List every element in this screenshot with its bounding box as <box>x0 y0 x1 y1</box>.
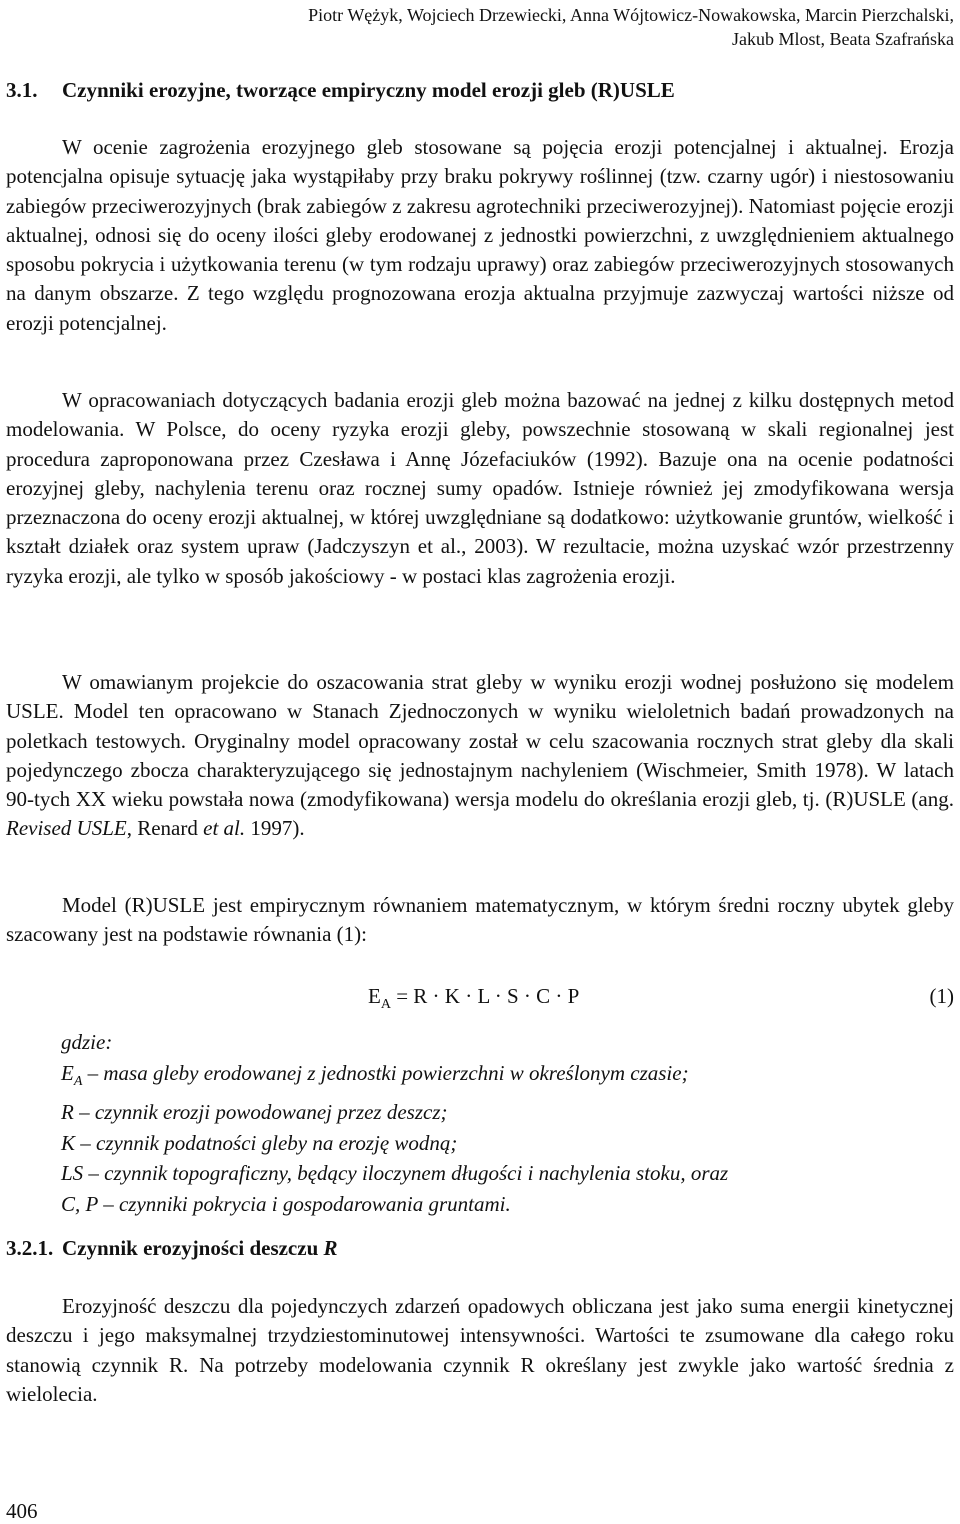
header-authors-line-1: Piotr Wężyk, Wojciech Drzewiecki, Anna Wójtowicz-Nowakowska, Marcin Pierzchalski, <box>308 5 954 25</box>
equation-lhs-subscript: A <box>380 997 391 1013</box>
paragraph-2 <box>6 386 954 591</box>
subsection-number: 3.2.1. <box>6 1236 54 1260</box>
definition-ea-text: – masa gleby erodowanej z jednostki powierzchni w określonym czasie; <box>82 1060 689 1085</box>
definition-k: K – czynnik podatności gleby na erozję wodną; <box>61 1130 458 1155</box>
paragraph-5-text: Erozyjność deszczu dla pojedynczych zdarzeń opadowych obliczana jest jako suma energii kinetycznej deszczu i jego maksymalnej trzydziestominutowej intensywności. Wartości te zsumowane dla całego roku stanowią czynnik R. Na potrzeby modelowania czynnik R określany jest zwykle jako wartość średnia z wielolecia. <box>6 1294 954 1406</box>
section-title: Czynniki erozyjne, tworzące empiryczny model erozji gleb (R)USLE <box>62 78 675 102</box>
paragraph-3-text-c: 1997). <box>245 816 305 841</box>
equation-lhs: E <box>368 984 381 1008</box>
paragraph-3 <box>6 668 954 844</box>
equation-definitions <box>61 1027 941 1219</box>
definition-ea-subscript: A <box>73 1073 83 1089</box>
paragraph-3-italic-et-al: et al. <box>203 816 246 841</box>
subsection-title-italic: R <box>323 1236 338 1260</box>
definition-ea <box>61 1058 941 1098</box>
equation-rhs: = R · K · L · S · C · P <box>390 984 580 1008</box>
paragraph-3-italic-revised-usle: Revised USLE <box>6 816 127 841</box>
page-number: 406 <box>6 1499 38 1523</box>
paragraph-1-text: W ocenie zagrożenia erozyjnego gleb stosowane są pojęcia erozji potencjalnej i aktualnej. Erozja potencjalna opisuje sytuację jaka wystąpiłaby przy braku pokrywy roślinnej (tzw. czarny ugór) i niestosowaniu zabiegów przeciwerozyjnych (brak zabiegów z zakresu agrotechniki przeciwerozyjnej). Natomiast pojęcie erozji aktualnej, odnosi się do oceny ilości gleby erodowanej z jednostki powierzchni, z uwzględnieniem aktualnego sposobu pokrycia i użytkowania terenu (w tym rodzaju uprawy) oraz zabiegów przeciwerozyjnych stosowanych na danym obszarze. Z tego względu prognozowana erozja aktualna przyjmuje zazwyczaj wartości niższe od erozji potencjalnej. <box>6 135 954 335</box>
paragraph-3-text-b: , Renard <box>126 816 204 841</box>
paragraph-5 <box>6 1292 954 1409</box>
paragraph-1 <box>6 133 954 338</box>
definition-r: R – czynnik erozji powodowanej przez deszcz; <box>61 1100 448 1125</box>
definition-cp: C, P – czynniki pokrycia i gospodarowania gruntami. <box>61 1191 511 1216</box>
definition-ea-symbol: E <box>61 1060 74 1085</box>
page-header <box>6 3 954 51</box>
section-heading <box>6 76 675 104</box>
definition-ls: LS – czynnik topograficzny, będący iloczynem długości i nachylenia stoku, oraz <box>61 1161 729 1186</box>
subsection-heading <box>6 1234 338 1262</box>
paragraph-4 <box>6 891 954 950</box>
paragraph-3-text-a: W omawianym projekcie do oszacowania strat gleby w wyniku erozji wodnej posłużono się modelem USLE. Model ten opracowano w Stanach Zjednoczonych w wyniku wieloletnich badań prowadzonych na poletkach testowych. Oryginalny model opracowany został w celu szacowania rocznych strat gleby dla skali pojedynczego zbocza charakteryzującego się jednostajnym nachyleniem (Wischmeier, Smith 1978). W latach 90-tych XX wieku powstała nowa (zmodyfikowana) wersja modelu do określania erozji gleb, tj. (R)USLE (ang. <box>6 670 954 812</box>
section-number: 3.1. <box>6 78 38 102</box>
paragraph-4-text: Model (R)USLE jest empirycznym równaniem matematycznym, w którym średni roczny ubytek gleby szacowany jest na podstawie równania (1): <box>6 893 954 947</box>
equation-number: (1) <box>929 984 954 1008</box>
subsection-title: Czynnik erozyjności deszczu <box>62 1236 324 1260</box>
equation-body <box>368 982 579 1019</box>
paragraph-2-text: W opracowaniach dotyczących badania erozji gleb można bazować na jednej z kilku dostępnych metod modelowania. W Polsce, do oceny ryzyka erozji gleby, powszechnie stosowaną w skali regionalnej jest procedura zaproponowana przez Czesława i Annę Józefaciuków (1992). Bazuje ona na ocenie podatności erozyjnej gleby, nachylenia terenu oraz rocznej sumy opadów. Istnieje również jej zmodyfikowana wersja przeznaczona do oceny erozji aktualnej, w której uwzględniane są dodatkowo: użytkowanie gruntów, wielkość i kształt działek oraz system upraw (Jadczyszyn et al., 2003). W rezultacie, można uzyskać wzór przestrzenny ryzyka erozji, ale tylko w sposób jakościowy - w postaci klas zagrożenia erozji. <box>6 388 954 588</box>
definitions-intro: gdzie: <box>61 1030 113 1054</box>
header-authors-line-2: Jakub Mlost, Beata Szafrańska <box>732 29 954 49</box>
